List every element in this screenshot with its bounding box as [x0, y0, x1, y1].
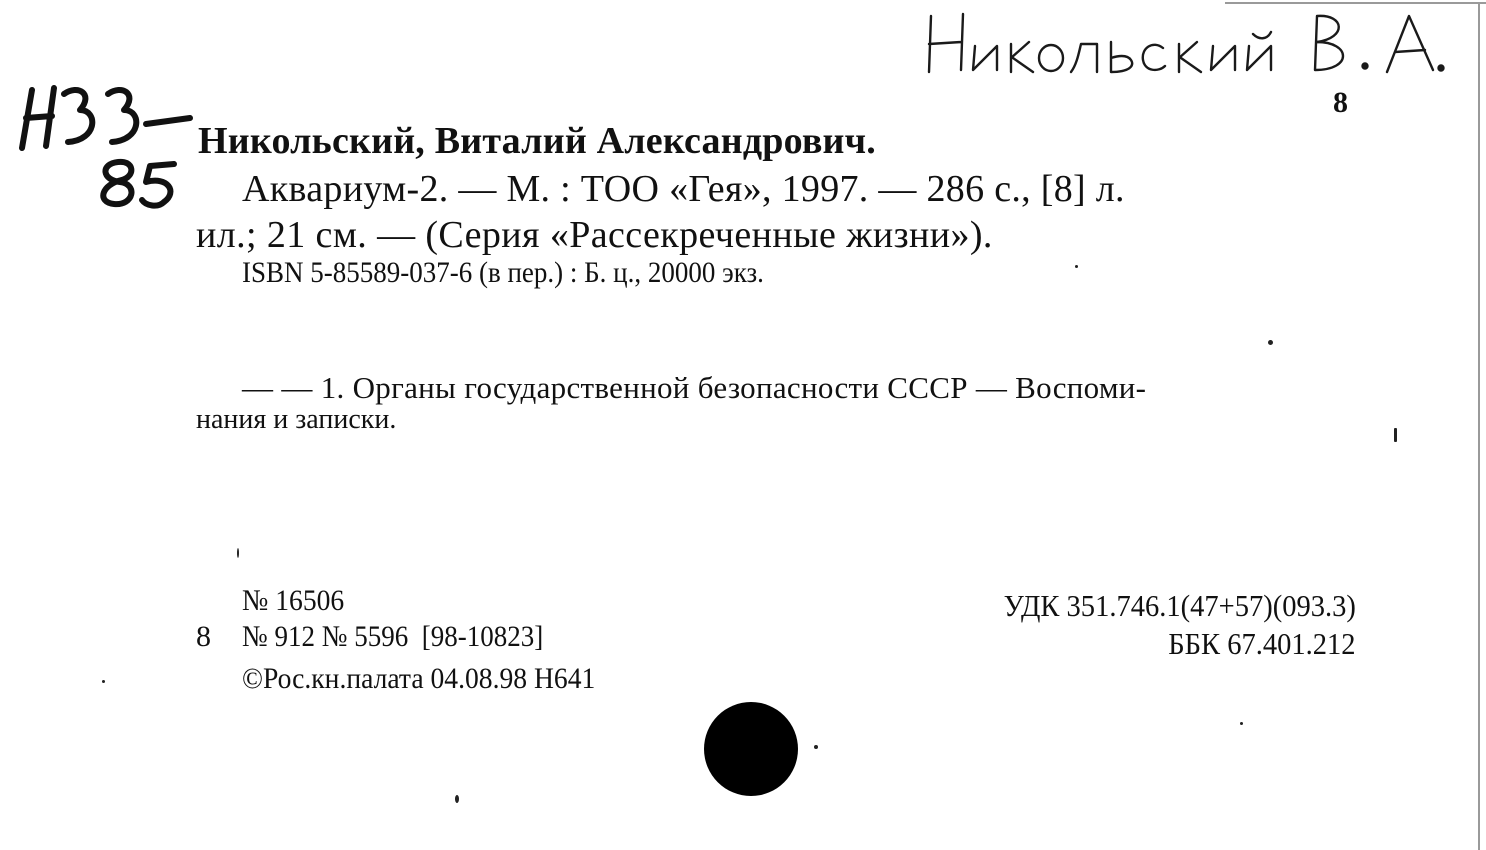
scan-speck [1394, 428, 1397, 442]
subject-line-2: нания и записки. [196, 404, 397, 435]
scan-speck [102, 680, 105, 683]
scan-speck [1075, 265, 1078, 268]
title-line-1: Аквариум-2. — М. : ТОО «Гея», 1997. — 286 с., [8] л. [242, 168, 1125, 210]
subject-line-1: — — 1. Органы государственной безопасности СССР — Воспоми- [242, 370, 1147, 405]
isbn-line: ISBN 5-85589-037-6 (в пер.) : Б. ц., 20000 экз. [242, 256, 764, 289]
title-line-2: ил.; 21 см. — (Серия «Рассекреченные жизни»). [196, 214, 993, 256]
handwritten-name-drawing [925, 8, 1445, 78]
number-line-2: № 912 № 5596 [98-10823] [242, 620, 544, 653]
bbk-code: ББК 67.401.212 [1168, 626, 1356, 661]
handwritten-name [925, 8, 1445, 78]
call-number [18, 84, 198, 214]
book-chamber-line: ©Рос.кн.палата 04.08.98 Н641 [242, 662, 596, 695]
scan-speck [1268, 340, 1273, 345]
scan-speck [1240, 722, 1243, 725]
punch-hole [704, 702, 798, 796]
left-digit: 8 [196, 620, 211, 653]
card-right-edge [1478, 2, 1480, 850]
udk-code: УДК 351.746.1(47+57)(093.3) [1003, 588, 1356, 623]
author-heading: Никольский, Виталий Александрович. [198, 120, 876, 162]
scan-speck [814, 745, 818, 749]
scan-speck [237, 548, 239, 558]
number-line-1: № 16506 [242, 584, 345, 617]
scan-speck [455, 795, 459, 803]
call-number-drawing [18, 84, 198, 214]
card-top-edge [1225, 2, 1486, 4]
corner-number: 8 [1333, 86, 1348, 119]
